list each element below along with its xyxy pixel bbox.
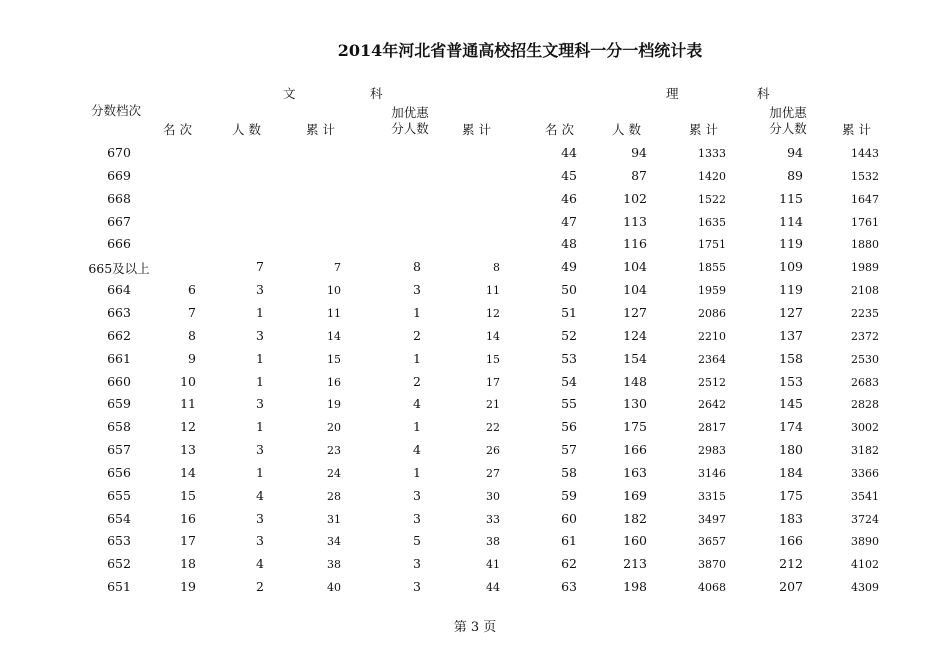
header-li-bonus-line2: 分人数 xyxy=(769,121,807,136)
li-bonus-cumulative-cell: 3890 xyxy=(851,535,879,549)
wen-count-cell: 3 xyxy=(256,282,264,298)
li-bonus-cell: 166 xyxy=(779,533,803,549)
wen-count-cell: 1 xyxy=(256,464,264,480)
li-bonus-cell: 183 xyxy=(779,510,803,526)
wen-count-cell: 3 xyxy=(256,396,264,412)
wen-cumulative-cell: 24 xyxy=(327,466,341,480)
header-li-bonus-cumulative: 累 计 xyxy=(842,122,871,137)
row-score: 659 xyxy=(107,396,131,412)
wen-bonus-cell: 1 xyxy=(413,464,421,480)
li-bonus-cumulative-cell: 1647 xyxy=(851,192,879,206)
li-count-cell: 87 xyxy=(631,167,647,183)
wen-bonus-cell: 3 xyxy=(413,579,421,595)
header-li-cumulative: 累 计 xyxy=(689,122,718,137)
li-cumulative-cell: 3657 xyxy=(698,535,726,549)
wen-count-cell: 1 xyxy=(256,419,264,435)
li-bonus-cumulative-cell: 3366 xyxy=(851,466,879,480)
li-rank-cell: 49 xyxy=(561,259,577,275)
row-score: 663 xyxy=(107,304,131,320)
wen-bonus-cell: 1 xyxy=(413,419,421,435)
wen-bonus-cumulative-cell: 15 xyxy=(486,352,500,366)
li-bonus-cumulative-cell: 2235 xyxy=(851,306,879,320)
row-score: 652 xyxy=(107,556,131,572)
wen-count-cell: 3 xyxy=(256,442,264,458)
li-bonus-cumulative-cell: 3541 xyxy=(851,489,879,503)
wen-bonus-cumulative-cell: 17 xyxy=(486,375,500,389)
header-li-bonus-line1: 加优惠 xyxy=(769,105,807,120)
wen-cumulative-cell: 28 xyxy=(327,489,341,503)
page-footer: 第 3 页 xyxy=(453,620,497,635)
wen-bonus-cumulative-cell: 22 xyxy=(486,421,500,435)
li-cumulative-cell: 4068 xyxy=(698,581,726,595)
li-count-cell: 182 xyxy=(623,510,647,526)
li-bonus-cumulative-cell: 1761 xyxy=(851,215,879,229)
wen-rank-cell: 17 xyxy=(180,533,196,549)
row-score: 662 xyxy=(107,327,131,343)
wen-rank-cell: 16 xyxy=(180,510,196,526)
li-cumulative-cell: 1522 xyxy=(698,192,726,206)
row-score: 665及以上 xyxy=(88,261,150,277)
header-score-band: 分数档次 xyxy=(91,103,142,118)
header-wen-rank: 名 次 xyxy=(163,122,192,137)
wen-bonus-cumulative-cell: 14 xyxy=(486,329,500,343)
wen-count-cell: 4 xyxy=(256,556,264,572)
li-rank-cell: 63 xyxy=(561,579,577,595)
li-bonus-cell: 184 xyxy=(779,464,803,480)
li-cumulative-cell: 1420 xyxy=(698,169,726,183)
li-bonus-cumulative-cell: 1880 xyxy=(851,238,879,252)
li-count-cell: 166 xyxy=(623,442,647,458)
li-bonus-cumulative-cell: 3002 xyxy=(851,421,879,435)
li-rank-cell: 62 xyxy=(561,556,577,572)
li-rank-cell: 60 xyxy=(561,510,577,526)
li-rank-cell: 55 xyxy=(561,396,577,412)
li-rank-cell: 47 xyxy=(561,213,577,229)
wen-rank-cell: 8 xyxy=(188,327,196,343)
wen-bonus-cumulative-cell: 33 xyxy=(486,512,500,526)
li-rank-cell: 58 xyxy=(561,464,577,480)
header-li-ke: 科 xyxy=(757,86,770,101)
li-bonus-cell: 119 xyxy=(779,236,803,252)
li-bonus-cumulative-cell: 4102 xyxy=(851,558,879,572)
wen-bonus-cumulative-cell: 11 xyxy=(486,284,500,298)
li-bonus-cell: 114 xyxy=(779,213,803,229)
wen-bonus-cell: 2 xyxy=(413,327,421,343)
li-cumulative-cell: 1959 xyxy=(698,284,726,298)
wen-bonus-cell: 1 xyxy=(413,304,421,320)
wen-count-cell: 3 xyxy=(256,327,264,343)
row-score: 664 xyxy=(107,282,131,298)
wen-rank-cell: 11 xyxy=(180,396,196,412)
li-cumulative-cell: 2983 xyxy=(698,444,726,458)
row-score: 669 xyxy=(107,167,131,183)
header-wen-bonus-line2: 分人数 xyxy=(391,121,429,136)
li-bonus-cell: 174 xyxy=(779,419,803,435)
li-count-cell: 127 xyxy=(623,304,647,320)
wen-bonus-cumulative-cell: 26 xyxy=(486,444,500,458)
li-rank-cell: 57 xyxy=(561,442,577,458)
wen-bonus-cell: 3 xyxy=(413,487,421,503)
wen-cumulative-cell: 20 xyxy=(327,421,341,435)
wen-bonus-cell: 8 xyxy=(413,259,421,275)
li-cumulative-cell: 3870 xyxy=(698,558,726,572)
wen-bonus-cumulative-cell: 30 xyxy=(486,489,500,503)
li-cumulative-cell: 1635 xyxy=(698,215,726,229)
li-count-cell: 104 xyxy=(623,282,647,298)
wen-bonus-cell: 1 xyxy=(413,350,421,366)
row-score: 658 xyxy=(107,419,131,435)
row-score: 656 xyxy=(107,464,131,480)
li-count-cell: 116 xyxy=(623,236,647,252)
header-li-bonus xyxy=(762,105,814,137)
wen-bonus-cumulative-cell: 44 xyxy=(486,581,500,595)
li-bonus-cell: 175 xyxy=(779,487,803,503)
li-bonus-cumulative-cell: 1532 xyxy=(851,169,879,183)
li-count-cell: 154 xyxy=(623,350,647,366)
li-cumulative-cell: 2210 xyxy=(698,329,726,343)
wen-bonus-cell: 3 xyxy=(413,556,421,572)
li-rank-cell: 54 xyxy=(561,373,577,389)
li-count-cell: 175 xyxy=(623,419,647,435)
wen-bonus-cell: 4 xyxy=(413,442,421,458)
header-wen-cumulative: 累 计 xyxy=(306,122,335,137)
wen-cumulative-cell: 15 xyxy=(327,352,341,366)
li-rank-cell: 53 xyxy=(561,350,577,366)
li-cumulative-cell: 2642 xyxy=(698,398,726,412)
li-bonus-cumulative-cell: 2372 xyxy=(851,329,879,343)
li-rank-cell: 44 xyxy=(561,145,577,160)
li-cumulative-cell: 2817 xyxy=(698,421,726,435)
li-rank-cell: 51 xyxy=(561,304,577,320)
page-title: 2014年河北省普通高校招生文理科一分一档统计表 xyxy=(337,41,703,60)
header-wen-bonus xyxy=(384,105,436,137)
wen-count-cell: 1 xyxy=(256,350,264,366)
li-cumulative-cell: 2364 xyxy=(698,352,726,366)
wen-cumulative-cell: 38 xyxy=(327,558,341,572)
li-count-cell: 163 xyxy=(623,464,647,480)
wen-cumulative-cell: 40 xyxy=(327,581,341,595)
wen-cumulative-cell: 10 xyxy=(327,284,341,298)
row-score: 666 xyxy=(107,236,131,252)
wen-count-cell: 4 xyxy=(256,487,264,503)
li-count-cell: 198 xyxy=(623,579,647,595)
li-bonus-cell: 127 xyxy=(779,304,803,320)
li-bonus-cell: 212 xyxy=(779,556,803,572)
wen-cumulative-cell: 7 xyxy=(334,261,341,275)
li-count-cell: 104 xyxy=(623,259,647,275)
li-rank-cell: 61 xyxy=(561,533,577,549)
li-bonus-cell: 145 xyxy=(779,396,803,412)
wen-count-cell: 2 xyxy=(256,579,264,595)
li-cumulative-cell: 2086 xyxy=(698,306,726,320)
li-bonus-cumulative-cell: 3182 xyxy=(851,444,879,458)
row-score: 667 xyxy=(107,213,131,229)
li-bonus-cell: 153 xyxy=(779,373,803,389)
li-bonus-cell: 94 xyxy=(787,145,803,160)
wen-count-cell: 1 xyxy=(256,304,264,320)
header-wen-bonus-line1: 加优惠 xyxy=(391,105,429,120)
li-count-cell: 102 xyxy=(623,190,647,206)
wen-rank-cell: 7 xyxy=(188,304,196,320)
li-cumulative-cell: 2512 xyxy=(698,375,726,389)
wen-rank-cell: 15 xyxy=(180,487,196,503)
wen-rank-cell: 10 xyxy=(180,373,196,389)
li-rank-cell: 50 xyxy=(561,282,577,298)
wen-rank-cell: 9 xyxy=(188,350,196,366)
li-count-cell: 113 xyxy=(623,213,647,229)
wen-bonus-cumulative-cell: 21 xyxy=(486,398,500,412)
wen-rank-cell: 14 xyxy=(180,464,196,480)
wen-cumulative-cell: 19 xyxy=(327,398,341,412)
wen-rank-cell: 6 xyxy=(188,282,196,298)
row-score: 660 xyxy=(107,373,131,389)
li-cumulative-cell: 1751 xyxy=(698,238,726,252)
li-cumulative-cell: 3146 xyxy=(698,466,726,480)
li-bonus-cell: 137 xyxy=(779,327,803,343)
wen-cumulative-cell: 11 xyxy=(327,306,341,320)
wen-count-cell: 3 xyxy=(256,510,264,526)
li-bonus-cell: 115 xyxy=(779,190,803,206)
li-rank-cell: 56 xyxy=(561,419,577,435)
li-cumulative-cell: 3497 xyxy=(698,512,726,526)
li-rank-cell: 52 xyxy=(561,327,577,343)
wen-cumulative-cell: 34 xyxy=(327,535,341,549)
row-score: 653 xyxy=(107,533,131,549)
li-count-cell: 94 xyxy=(631,145,647,160)
li-count-cell: 160 xyxy=(623,533,647,549)
li-bonus-cumulative-cell: 1443 xyxy=(851,147,879,160)
li-bonus-cell: 180 xyxy=(779,442,803,458)
li-cumulative-cell: 3315 xyxy=(698,489,726,503)
wen-rank-cell: 18 xyxy=(180,556,196,572)
wen-cumulative-cell: 23 xyxy=(327,444,341,458)
li-bonus-cumulative-cell: 2530 xyxy=(851,352,879,366)
li-rank-cell: 46 xyxy=(561,190,577,206)
li-count-cell: 130 xyxy=(623,396,647,412)
wen-bonus-cell: 3 xyxy=(413,510,421,526)
wen-rank-cell: 12 xyxy=(180,419,196,435)
li-bonus-cell: 119 xyxy=(779,282,803,298)
row-score: 661 xyxy=(107,350,131,366)
wen-bonus-cell: 3 xyxy=(413,282,421,298)
wen-count-cell: 7 xyxy=(256,259,264,275)
wen-cumulative-cell: 31 xyxy=(327,512,341,526)
li-rank-cell: 48 xyxy=(561,236,577,252)
wen-cumulative-cell: 14 xyxy=(327,329,341,343)
li-bonus-cumulative-cell: 2828 xyxy=(851,398,879,412)
li-count-cell: 169 xyxy=(623,487,647,503)
wen-bonus-cumulative-cell: 8 xyxy=(493,261,500,275)
row-score: 668 xyxy=(107,190,131,206)
li-bonus-cumulative-cell: 4309 xyxy=(851,581,879,595)
wen-bonus-cumulative-cell: 41 xyxy=(486,558,500,572)
row-score: 655 xyxy=(107,487,131,503)
li-bonus-cumulative-cell: 1989 xyxy=(851,261,879,275)
row-score: 670 xyxy=(107,145,131,160)
header-li: 理 xyxy=(666,86,679,101)
wen-bonus-cumulative-cell: 12 xyxy=(486,306,500,320)
header-wen-bonus-cumulative: 累 计 xyxy=(462,122,491,137)
header-li-rank: 名 次 xyxy=(545,122,574,137)
li-rank-cell: 59 xyxy=(561,487,577,503)
wen-bonus-cumulative-cell: 27 xyxy=(486,466,500,480)
wen-bonus-cumulative-cell: 38 xyxy=(486,535,500,549)
li-bonus-cell: 109 xyxy=(779,259,803,275)
li-bonus-cell: 207 xyxy=(779,579,803,595)
header-li-count: 人 数 xyxy=(612,122,641,137)
wen-count-cell: 1 xyxy=(256,373,264,389)
wen-count-cell: 3 xyxy=(256,533,264,549)
wen-cumulative-cell: 16 xyxy=(327,375,341,389)
row-score: 651 xyxy=(107,579,131,595)
wen-bonus-cell: 2 xyxy=(413,373,421,389)
header-wen-count: 人 数 xyxy=(232,122,261,137)
li-cumulative-cell: 1333 xyxy=(698,147,726,160)
li-bonus-cell: 158 xyxy=(779,350,803,366)
li-bonus-cell: 89 xyxy=(787,167,803,183)
li-count-cell: 148 xyxy=(623,373,647,389)
wen-rank-cell: 19 xyxy=(180,579,196,595)
li-cumulative-cell: 1855 xyxy=(698,261,726,275)
wen-rank-cell: 13 xyxy=(180,442,196,458)
li-bonus-cumulative-cell: 3724 xyxy=(851,512,879,526)
li-bonus-cumulative-cell: 2108 xyxy=(851,284,879,298)
li-bonus-cumulative-cell: 2683 xyxy=(851,375,879,389)
li-count-cell: 213 xyxy=(623,556,647,572)
header-wen-ke: 科 xyxy=(370,86,383,101)
wen-bonus-cell: 4 xyxy=(413,396,421,412)
li-count-cell: 124 xyxy=(623,327,647,343)
row-score: 657 xyxy=(107,442,131,458)
wen-bonus-cell: 5 xyxy=(413,533,421,549)
header-wen: 文 xyxy=(283,86,296,101)
li-rank-cell: 45 xyxy=(561,167,577,183)
row-score: 654 xyxy=(107,510,131,526)
